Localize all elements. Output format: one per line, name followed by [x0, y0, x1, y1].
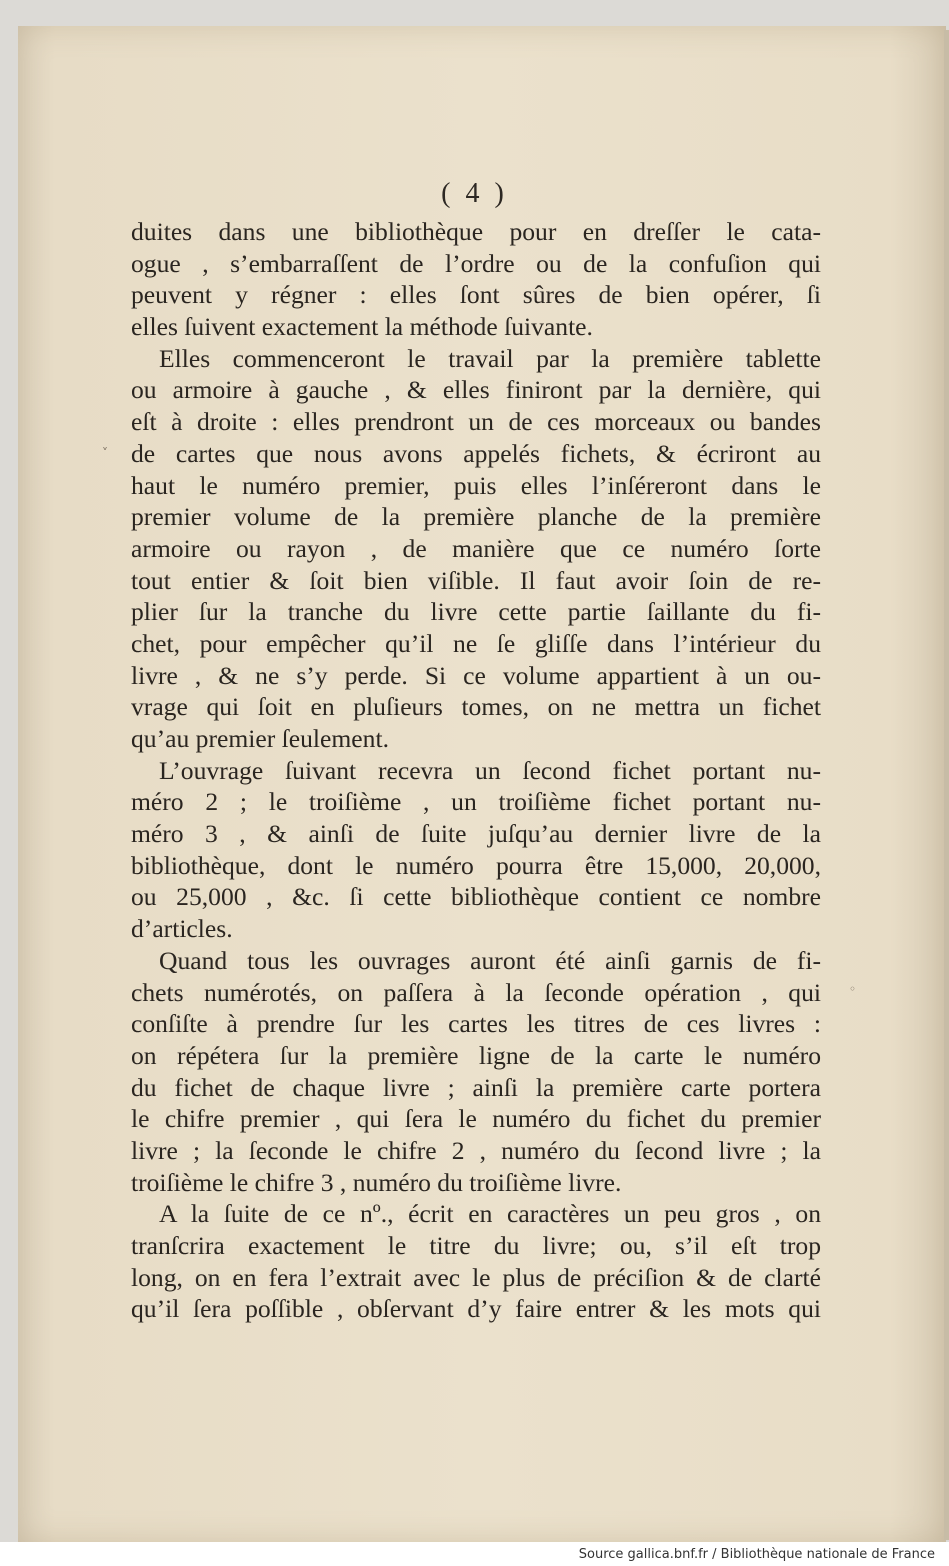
text-line: chets numérotés, on paſſera à la ſeconde opération , qui: [131, 977, 821, 1007]
text-line: Elles commenceront le travail par la première tablette: [159, 343, 821, 373]
text-line: long, on en fera l’extrait avec le plus de préciſion & de clarté: [131, 1262, 821, 1292]
text-line: peuvent y régner : elles ſont sûres de bien opérer, ſi: [131, 280, 821, 310]
text-line: premier volume de la première planche de la première: [131, 502, 821, 532]
text-line: qu’il ſera poſſible , obſervant d’y faire entrer & les mots qui: [131, 1294, 821, 1324]
text-line: elles ſuivent exactement la méthode ſuivante.: [131, 312, 593, 342]
page-number: ( 4 ): [441, 178, 508, 209]
text-line: livre ; la ſeconde le chifre 2 , numéro du ſecond livre ; la: [131, 1135, 821, 1165]
text-line: haut le numéro premier, puis elles l’inſéreront dans le: [131, 470, 821, 500]
text-line: duites dans une bibliothèque pour en dreſſer le cata-: [131, 217, 821, 246]
text-line: conſiſte à prendre ſur les cartes les titres de ces livres :: [131, 1009, 821, 1039]
text-line: livre , & ne s’y perde. Si ce volume appartient à un ou-: [131, 660, 821, 690]
ink-speck: ˅: [102, 446, 108, 460]
text-line: ogue , s’embarraſſent de l’ordre ou de la confuſion qui: [131, 248, 821, 278]
source-credit: Source gallica.bnf.fr / Bibliothèque nationale de France: [578, 1547, 935, 1562]
text-line: du fichet de chaque livre ; ainſi la première carte portera: [131, 1072, 821, 1102]
page-edge: [944, 30, 949, 1540]
text-line: Quand tous les ouvrages auront été ainſi garnis de fi-: [159, 945, 821, 975]
text-line: on répétera ſur la première ligne de la carte le numéro: [131, 1040, 821, 1070]
text-line: tranſcrira exactement le titre du livre; ou, s’il eſt trop: [131, 1231, 821, 1260]
text-line: armoire ou rayon , de manière que ce numéro ſorte: [131, 533, 821, 563]
text-line: bibliothèque, dont le numéro pourra être 15,000, 20,000,: [131, 850, 821, 880]
text-line: A la ſuite de ce nº., écrit en caractères un peu gros , on: [159, 1199, 821, 1229]
ink-speck: ◦: [849, 982, 857, 996]
text-line: eſt à droite : elles prendront un de ces morceaux ou bandes: [131, 407, 821, 437]
text-line: chet, pour empêcher qu’il ne ſe gliſſe dans l’intérieur du: [131, 628, 821, 658]
text-line: tout entier & ſoit bien viſible. Il faut avoir ſoin de re-: [131, 565, 821, 595]
text-line: méro 2 ; le troiſième , un troiſième fichet portant nu-: [131, 787, 821, 817]
text-line: L’ouvrage ſuivant recevra un ſecond fichet portant nu-: [159, 755, 821, 785]
text-line: de cartes que nous avons appelés fichets, & écriront au: [131, 438, 821, 468]
text-line: vrage qui ſoit en pluſieurs tomes, on ne mettra un fichet: [131, 692, 821, 722]
text-line: ou armoire à gauche , & elles finiront par la dernière, qui: [131, 375, 821, 405]
text-line: plier ſur la tranche du livre cette partie ſaillante du fi-: [131, 597, 821, 627]
text-line: troiſième le chifre 3 , numéro du troiſième livre.: [131, 1167, 622, 1197]
text-line: méro 3 , & ainſi de ſuite juſqu’au dernier livre de la: [131, 819, 821, 849]
body-text: [131, 216, 821, 1325]
text-line: d’articles.: [131, 914, 233, 944]
text-line: le chifre premier , qui ſera le numéro du fichet du premier: [131, 1104, 821, 1134]
text-line: ou 25,000 , &c. ſi cette bibliothèque contient ce nombre: [131, 882, 821, 912]
text-line: qu’au premier ſeulement.: [131, 724, 389, 753]
